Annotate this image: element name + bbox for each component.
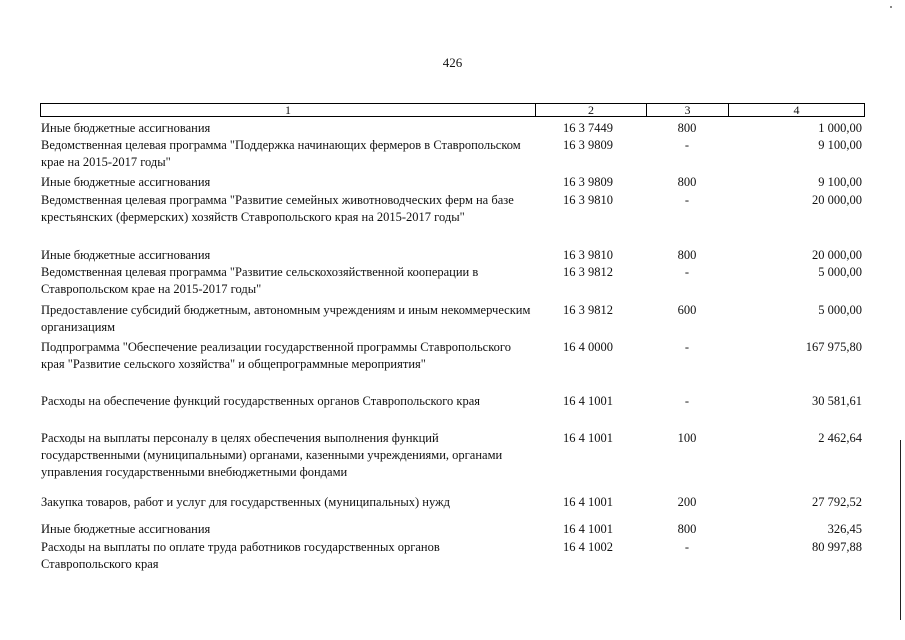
row-kind: -: [684, 193, 690, 207]
header-col-4: 4: [793, 103, 800, 117]
row-amount: 9 100,00: [818, 138, 862, 152]
row-amount: 80 997,88: [812, 540, 862, 554]
row-kind: 200: [677, 495, 697, 509]
row-name: Иные бюджетные ассигнования: [41, 248, 211, 262]
header-col-2: 2: [536, 104, 647, 116]
scan-edge-line: [900, 440, 901, 620]
row-code: 16 3 9810: [563, 248, 613, 262]
row-code: 16 3 7449: [563, 121, 613, 135]
row-kind: 800: [677, 175, 697, 189]
row-code: 16 4 1002: [563, 540, 613, 554]
row-kind: 800: [677, 121, 697, 135]
row-code: 16 4 1001: [563, 495, 613, 509]
row-kind: 800: [677, 248, 697, 262]
row-amount: 1 000,00: [818, 121, 862, 135]
row-name: Предоставление субсидий бюджетным, автономным учреждениям и иным некоммерческим организациям: [41, 303, 531, 334]
row-amount: 20 000,00: [812, 193, 862, 207]
page-number: 426: [442, 55, 463, 70]
row-code: 16 3 9809: [563, 138, 613, 152]
row-kind: -: [684, 540, 690, 554]
row-amount: 2 462,64: [818, 431, 862, 445]
row-kind: -: [684, 265, 690, 279]
scan-artifact: [890, 6, 892, 8]
row-name: Иные бюджетные ассигнования: [41, 522, 211, 536]
row-amount: 30 581,61: [812, 394, 862, 408]
row-code: 16 3 9812: [563, 265, 613, 279]
row-code: 16 3 9810: [563, 193, 613, 207]
row-amount: 326,45: [827, 522, 862, 536]
row-name: Расходы на выплаты по оплате труда работников государственных органов Ставропольского края: [41, 540, 440, 571]
row-code: 16 4 1001: [563, 522, 613, 536]
row-kind: 100: [677, 431, 697, 445]
row-amount: 9 100,00: [818, 175, 862, 189]
row-kind: -: [684, 394, 690, 408]
row-name: Иные бюджетные ассигнования: [41, 121, 211, 135]
row-name: Ведомственная целевая программа "Развитие семейных животноводческих ферм на базе крестьянских (фермерских) хозяйств Ставропольского края на 2015-2017 годы": [41, 193, 514, 224]
table-header: [40, 103, 865, 117]
row-name: Расходы на выплаты персоналу в целях обеспечения выполнения функций государственными (муниципальными) органами, казенными учреждениями, органами управления государственными внебюджетными фондами: [41, 431, 503, 479]
row-amount: 5 000,00: [818, 265, 862, 279]
row-amount: 5 000,00: [818, 303, 862, 317]
row-kind: 600: [677, 303, 697, 317]
row-amount: 20 000,00: [812, 248, 862, 262]
row-name: Закупка товаров, работ и услуг для государственных (муниципальных) нужд: [41, 495, 451, 509]
row-kind: -: [684, 340, 690, 354]
row-name: Ведомственная целевая программа "Развитие сельскохозяйственной кооперации в Ставропольском крае на 2015-2017 годы": [41, 265, 479, 296]
row-code: 16 3 9812: [563, 303, 613, 317]
row-code: 16 4 1001: [563, 431, 613, 445]
row-code: 16 3 9809: [563, 175, 613, 189]
row-kind: 800: [677, 522, 697, 536]
row-code: 16 4 1001: [563, 394, 613, 408]
row-code: 16 4 0000: [563, 340, 613, 354]
row-amount: 27 792,52: [812, 495, 862, 509]
row-name: Подпрограмма "Обеспечение реализации государственной программы Ставропольского края "Развитие сельского хозяйства" и общепрограммные мероприятия": [41, 340, 511, 371]
row-amount: 167 975,80: [805, 340, 862, 354]
header-col-3: 3: [647, 104, 729, 116]
row-name: Расходы на обеспечение функций государственных органов Ставропольского края: [41, 394, 481, 408]
row-name: Иные бюджетные ассигнования: [41, 175, 211, 189]
header-col-1: 1: [41, 104, 536, 116]
row-name: Ведомственная целевая программа "Поддержка начинающих фермеров в Ставропольском крае на 2015-2017 годы": [41, 138, 521, 169]
row-kind: -: [684, 138, 690, 152]
